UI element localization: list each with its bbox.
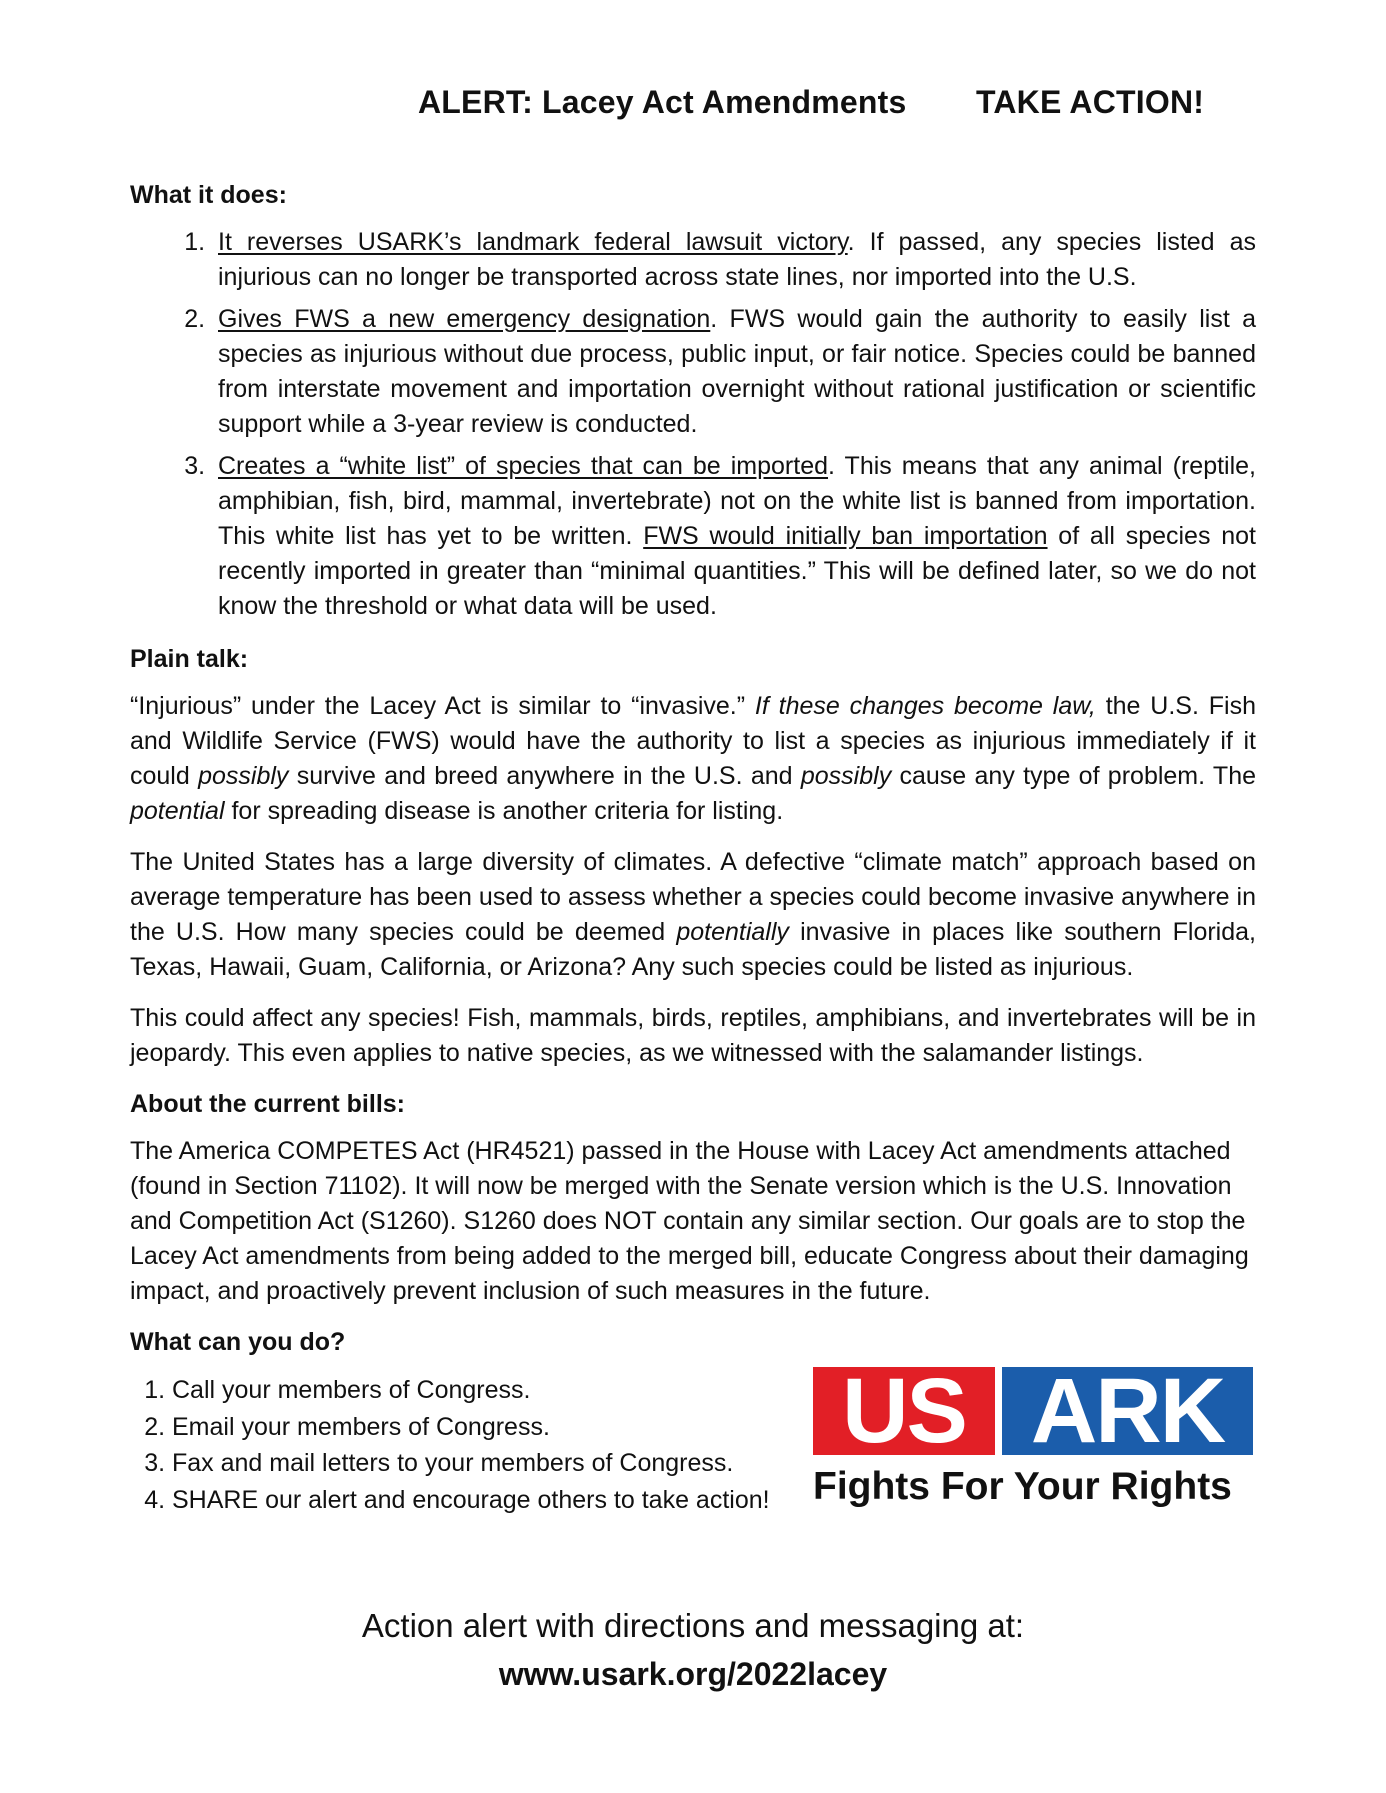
current-bills-heading: About the current bills: [130,1090,405,1118]
what-it-does-heading: What it does: [130,181,287,209]
current-bills-paragraph: The America COMPETES Act (HR4521) passed in the House with Lacey Act amendments attached (found in Section 71102). It will now be merged with the Senate version which is the U.S. Innovation and Competition Act (S1260). S1260 does NOT contain any similar section. Our goals are to stop the Lacey Act amendments from being added to the merged bill, educate Congress about their damaging impact, and proactively prevent inclusion of such measures in the future. [130,1137,1249,1305]
underlined-phrase: Gives FWS a new emergency designation [218,305,711,333]
footer-url: www.usark.org/2022lacey [498,1656,888,1692]
what-can-you-do-heading: What can you do? [130,1328,346,1356]
list-item-text: of all species not recently imported in greater than “minimal quantities.” This will be defined later, so we do not know the threshold or what data will be used. [218,522,1256,620]
plain-talk-paragraph-2: The United States has a large diversity of climates. A defective “climate match” approach based on average temperature has been used to assess whether a species could become invasive anywhere in the U.S. How many species could be deemed potentially invasive in places like southern Florida, Texas, Hawaii, Guam, California, or Arizona? Any such species could be listed as injurious. [130,848,1256,981]
underlined-phrase: Creates a “white list” of species that can be imported [218,452,829,480]
what-it-does-list [130,225,1256,624]
plain-talk-heading: Plain talk: [130,645,249,673]
underlined-phrase: FWS would initially ban importation [643,522,1048,550]
list-item [212,225,1256,295]
main-content [130,178,1256,1567]
usark-logo [813,1360,1253,1547]
footer-text: Action alert with directions and messaging at: [361,1607,1025,1644]
list-item: 1. Call your members of Congress. [172,1372,1256,1409]
plain-talk-paragraph-3: This could affect any species! Fish, mammals, birds, reptiles, amphibians, and invertebrates will be in jeopardy. This even applies to native species, as we witnessed with the salamander listings. [130,1004,1256,1067]
list-item: 4. SHARE our alert and encourage others to take action! [172,1482,1256,1519]
list-item-text: . This means that any animal (reptile, amphibian, fish, bird, mammal, invertebrate) not on the white list is banned from importation. This white list has yet to be written. [218,452,1256,550]
plain-talk-paragraph-1: “Injurious” under the Lacey Act is similar to “invasive.” If these changes become law, the U.S. Fish and Wildlife Service (FWS) would have the authority to list a species as injurious immediately if it could possibly survive and breed anywhere in the U.S. and possibly cause any type of problem. The potential for spreading disease is another criteria for listing. [130,692,1257,825]
logo-us-block: US [813,1367,995,1455]
take-action-heading: TAKE ACTION! [976,84,1205,120]
list-item-text: . If passed, any species listed as injurious can no longer be transported across state lines, nor imported into the U.S. [218,228,1256,291]
alert-title-bar [418,84,1205,121]
action-section [130,1360,1256,1567]
underlined-phrase: It reverses USARK’s landmark federal lawsuit victory [218,228,848,256]
list-item [212,302,1256,442]
list-item [212,449,1256,624]
footer [0,1603,1386,1697]
list-item-text: . FWS would gain the authority to easily list a species as injurious without due process, public input, or fair notice. Species could be banned from interstate movement and importation overnight without rational justification or scientific support while a 3-year review is conducted. [218,305,1256,438]
alert-title: ALERT: Lacey Act Amendments [418,84,907,120]
logo-ark-block: ARK [1002,1367,1253,1455]
list-item: 2. Email your members of Congress. [172,1409,1256,1446]
logo-tagline: Fights For Your Rights [813,1465,1232,1508]
list-item: 3. Fax and mail letters to your members of Congress. [172,1445,1256,1482]
